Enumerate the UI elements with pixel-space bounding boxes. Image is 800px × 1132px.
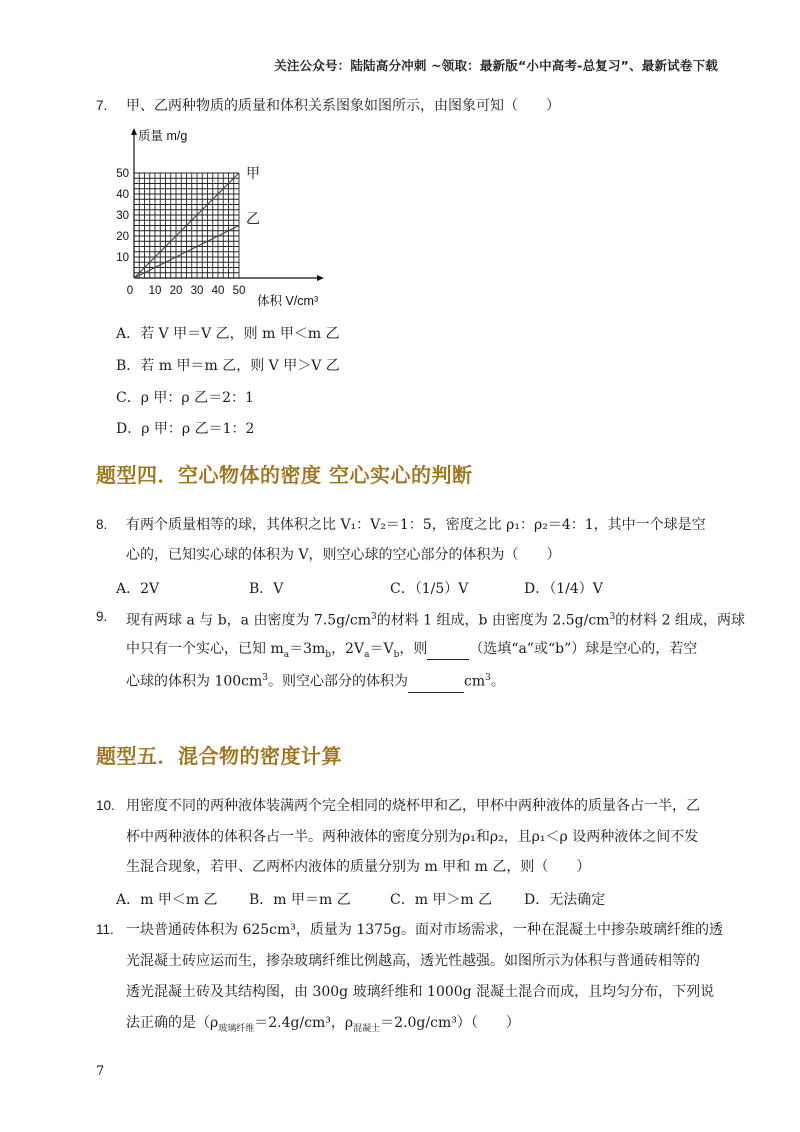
q8-option-c: C．（1/5）V: [390, 581, 469, 597]
q10-line-2: 杯中两种液体的体积各占一半。两种液体的密度分别为ρ₁和ρ₂，且ρ₁＜ρ 设两种液体之间不发: [126, 829, 699, 845]
q10-number: 10.: [96, 798, 115, 813]
q7-option-d: D．ρ 甲：ρ 乙＝1：2: [116, 421, 255, 437]
q8-option-d: D．（1/4）V: [524, 581, 603, 597]
section-4-title: 题型四．空心物体的密度 空心实心的判断: [96, 463, 473, 487]
x-axis-label: 体积 V/cm³: [257, 294, 319, 308]
q8-option-a: A．2V: [116, 581, 160, 597]
x-axis-arrow: [317, 275, 324, 281]
y-tick-label: 30: [116, 210, 129, 222]
y-axis-arrow: [131, 128, 137, 135]
q7-option-c: C．ρ 甲：ρ 乙＝2：1: [116, 390, 254, 406]
q8-number: 8.: [96, 517, 108, 532]
y-axis-label: 质量 m/g: [138, 129, 188, 143]
answer-blank-1[interactable]: [427, 639, 469, 660]
q9-line-1: 现有两球 a 与 b，a 由密度为 $7.5g/cm^3$的材料 1 组成，b 由密度为 $2.5g/cm^3$的材料 2 组成，两球: [126, 612, 745, 629]
q10-line-1: 用密度不同的两种液体装满两个完全相同的烧杯甲和乙，甲杯中两种液体的质量各占一半，乙: [126, 798, 700, 814]
y-tick-label: 10: [116, 252, 129, 264]
q11-line-3: 透光混凝土砖及其结构图，由 300g 玻璃纤维和 1000g 混凝土混合而成，且均匀分布，下列说: [126, 984, 715, 1000]
q7-number: 7.: [96, 98, 108, 113]
series-label-2: 乙: [246, 210, 260, 227]
q9-line-3: 心球的体积为 $100cm^3$。则空心部分的体积为 $cm^3$。: [126, 668, 505, 693]
q10-option-b: B．m 甲＝m 乙: [249, 892, 351, 908]
q8-option-b: B．V: [249, 581, 284, 597]
q11-number: 11.: [96, 922, 114, 937]
q11-line-1: 一块普通砖体积为 625cm³，质量为 1375g。面对市场需求，一种在混凝土中掺杂玻璃纤维的透: [126, 922, 723, 938]
q8-line-2: 心的，已知实心球的体积为 V，则空心球的空心部分的体积为（ ）: [126, 547, 561, 563]
y-tick-label: 20: [116, 231, 129, 243]
x-tick-label: 50: [232, 285, 246, 297]
q9-line-2: 中只有一个实心，已知 $m_a=3m_b$，$2V_a=V_b$，则 （选填“a”或“b”）球是空心的，若空: [126, 641, 698, 660]
q10-option-c: C．m 甲＞m 乙: [390, 892, 493, 908]
q10-line-3: 生混合现象，若甲、乙两杯内液体的质量分别为 m 甲和 m 乙，则（ ）: [126, 859, 591, 875]
origin-label: 0: [126, 285, 134, 297]
x-tick-label: 40: [211, 285, 225, 297]
x-tick-label: 10: [148, 285, 162, 297]
header-note: 关注公众号：陆陆高分冲刺 ~领取：最新版“小中高考-总复习”、最新试卷下载: [274, 58, 718, 73]
q10-option-a: A．m 甲＜m 乙: [116, 892, 218, 908]
q11-line-4: 法正确的是（$\rho_{玻璃纤维}=2.4g$/cm³，$\rho_{混凝土}=2.0g/cm^3$）（ ）: [126, 1015, 520, 1034]
q9-number: 9.: [96, 609, 108, 624]
x-tick-label: 20: [169, 285, 183, 297]
q7-option-a: A．若 V 甲＝V 乙，则 m 甲＜m 乙: [116, 326, 340, 342]
q8-line-1: 有两个质量相等的球，其体积之比 V₁：V₂＝1：5，密度之比 ρ₁：ρ₂＝4：1，其中一个球是空: [126, 517, 706, 533]
x-tick-label: 30: [190, 285, 204, 297]
q7-option-b: B．若 m 甲＝m 乙，则 V 甲＞V 乙: [116, 358, 340, 374]
series-label-1: 甲: [246, 165, 260, 181]
y-tick-label: 40: [116, 189, 129, 201]
mass-volume-chart: [100, 122, 340, 318]
section-5-title: 题型五．混合物的密度计算: [96, 744, 342, 768]
q7-stem: 甲、乙两种物质的质量和体积关系图象如图所示，由图象可知（ ）: [126, 98, 560, 114]
page-number: 7: [96, 1064, 105, 1079]
answer-blank-2[interactable]: [408, 672, 464, 693]
q11-line-2: 光混凝土砖应运而生，掺杂玻璃纤维比例越高，透光性越强。如图所示为体积与普通砖相等的: [126, 953, 700, 969]
y-tick-label: 50: [116, 168, 129, 180]
q10-option-d: D．无法确定: [524, 892, 606, 908]
